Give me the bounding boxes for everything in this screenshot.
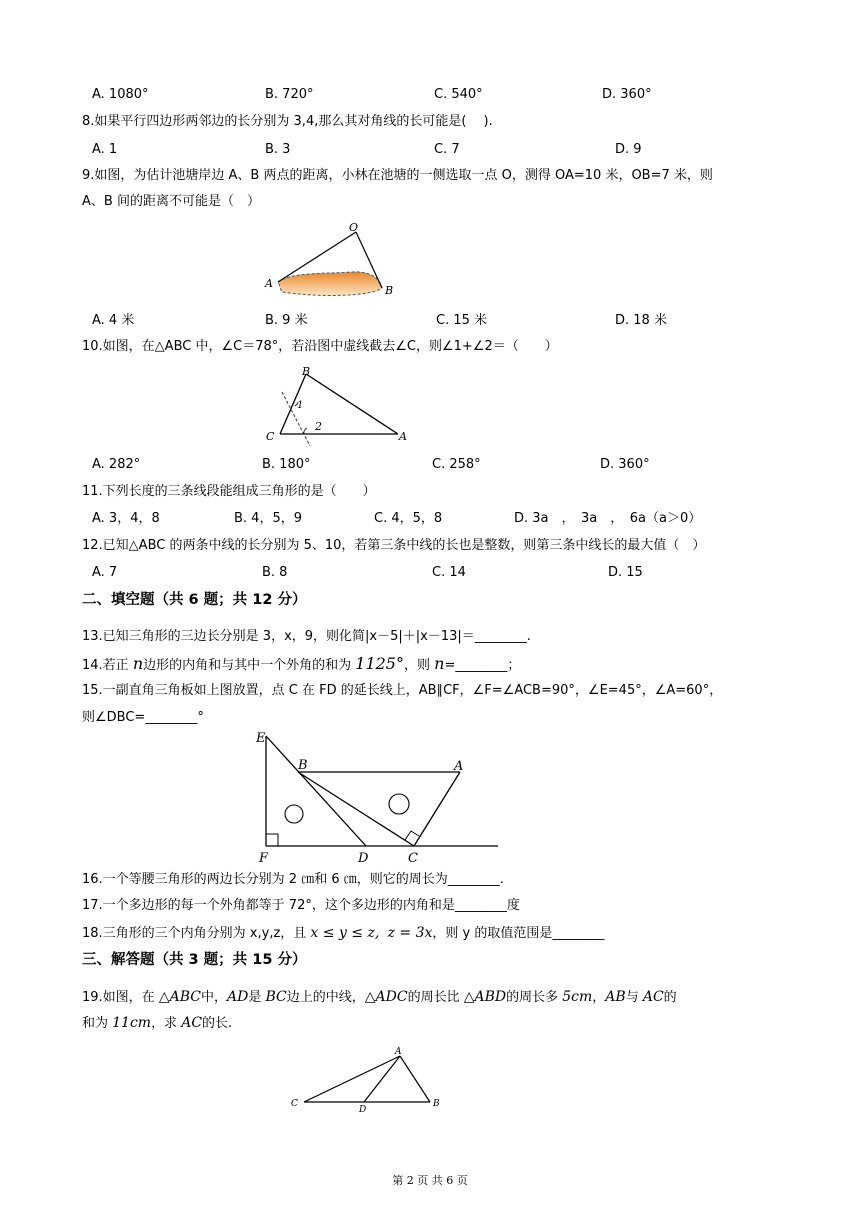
q11-option-c: C. 4，5，8 [374, 511, 443, 526]
q9-option-b: B. 9 米 [265, 313, 308, 328]
q19-text-line2: 和为 11cm，求 AC的长. [82, 1015, 233, 1031]
label-b: B [298, 758, 308, 773]
q13-text: 13.已知三角形的三边长分别是 3，x，9，则化简|x－5|＋|x－13|＝________. [82, 629, 531, 644]
q8-option-d: D. 9 [615, 142, 642, 157]
q10-text: 10.如图，在△ABC 中，∠C＝78°，若沿图中虚线截去∠C，则∠1+∠2＝（ ） [82, 339, 558, 354]
q17-text: 17.一个多边形的每一个外角都等于 72°，这个多边形的内角和是________度 [82, 898, 520, 913]
q11-option-b: B. 4，5，9 [234, 511, 302, 526]
section-2-title: 二、填空题（共 6 题；共 12 分） [82, 592, 307, 608]
label-a: A [399, 430, 407, 443]
q8-option-a: A. 1 [92, 142, 118, 157]
q7-option-a: A. 1080° [92, 87, 149, 102]
side-ac [414, 772, 460, 846]
label-angle-1: 1 [297, 400, 304, 411]
q14-text: 14.若正 n边形的内角和与其中一个外角的和为 1125°，则 n=________； [82, 654, 521, 673]
q12-text: 12.已知△ABC 的两条中线的长分别为 5、10，若第三条中线的长也是整数，则第三条中线长的最大值（ ） [82, 538, 706, 553]
q10-option-c: C. 258° [432, 457, 481, 472]
q11-option-d: D. 3a ， 3a ， 6a（a＞0） [514, 511, 702, 526]
q10-option-a: A. 282° [92, 457, 141, 472]
q7-option-c: C. 540° [434, 87, 483, 102]
q9-text-line2: A、B 间的距离不可能是（ ） [82, 194, 260, 209]
label-a: A [265, 277, 273, 290]
label-e: E [256, 731, 266, 746]
side-ab [400, 1056, 430, 1102]
q8-text: 8.如果平行四边形两邻边的长分别为 3,4,那么其对角线的长可能是( ). [82, 114, 493, 129]
q7-option-d: D. 360° [602, 87, 652, 102]
q12-option-b: B. 8 [262, 565, 288, 580]
q12-option-d: D. 15 [608, 565, 643, 580]
q11-text: 11.下列长度的三条线段能组成三角形的是（ ） [82, 484, 376, 499]
label-c: C [266, 430, 275, 443]
pond-shape [278, 272, 382, 296]
q15-text-line2: 则∠DBC=________° [82, 710, 204, 725]
label-b: B [302, 365, 311, 378]
q12-option-a: A. 7 [92, 565, 118, 580]
q10-option-b: B. 180° [262, 457, 311, 472]
median-ad [364, 1056, 400, 1102]
q9-pond-figure [262, 222, 398, 302]
q9-option-c: C. 15 米 [436, 313, 488, 328]
label-c: C [291, 1099, 298, 1109]
label-f: F [259, 851, 269, 866]
page-footer: 第 2 页 共 6 页 [392, 1174, 468, 1187]
q10-triangle-figure [262, 362, 414, 448]
q9-text-line1: 9.如图，为估计池塘岸边 A、B 两点的距离，小林在池塘的一侧选取一点 O，测得 OA=10 米，OB=7 米，则 [82, 168, 713, 183]
q12-option-c: C. 14 [432, 565, 466, 580]
q9-option-a: A. 4 米 [92, 313, 135, 328]
q10-option-d: D. 360° [600, 457, 650, 472]
label-d: D [359, 1105, 367, 1115]
q11-option-a: A. 3，4，8 [92, 511, 160, 526]
label-b: B [385, 284, 394, 297]
label-o: O [349, 222, 359, 234]
q16-text: 16.一个等腰三角形的两边长分别为 2 ㎝和 6 ㎝，则它的周长为________. [82, 872, 504, 887]
q15-set-square-figure [252, 728, 502, 866]
label-d: D [358, 851, 369, 866]
label-angle-2: 2 [315, 420, 322, 433]
q7-option-b: B. 720° [265, 87, 314, 102]
side-ca [304, 1056, 400, 1102]
label-c: C [408, 851, 418, 866]
q18-text: 18.三角形的三个内角分别为 x,y,z，且 x ≤ y ≤ z, z = 3x，则 y 的取值范围是________ [82, 925, 605, 941]
side-ed [266, 736, 366, 846]
section-3-title: 三、解答题（共 3 题；共 15 分） [82, 952, 307, 968]
q9-option-d: D. 18 米 [615, 313, 667, 328]
label-a: A [454, 759, 464, 774]
q19-text-line1: 19.如图，在 △ABC中，AD是 BC边上的中线，△ADC的周长比 △ABD的周长多 5cm，AB与 AC的 [82, 989, 677, 1005]
q15-text-line1: 15.一副直角三角板如上图放置，点 C 在 FD 的延长线上，AB∥CF，∠F=∠ACB=90°，∠E=45°，∠A=60°， [82, 683, 723, 698]
label-b: B [433, 1099, 440, 1109]
q8-option-c: C. 7 [434, 142, 460, 157]
label-a: A [395, 1047, 402, 1057]
q8-option-b: B. 3 [265, 142, 291, 157]
q19-triangle-figure [286, 1044, 448, 1116]
